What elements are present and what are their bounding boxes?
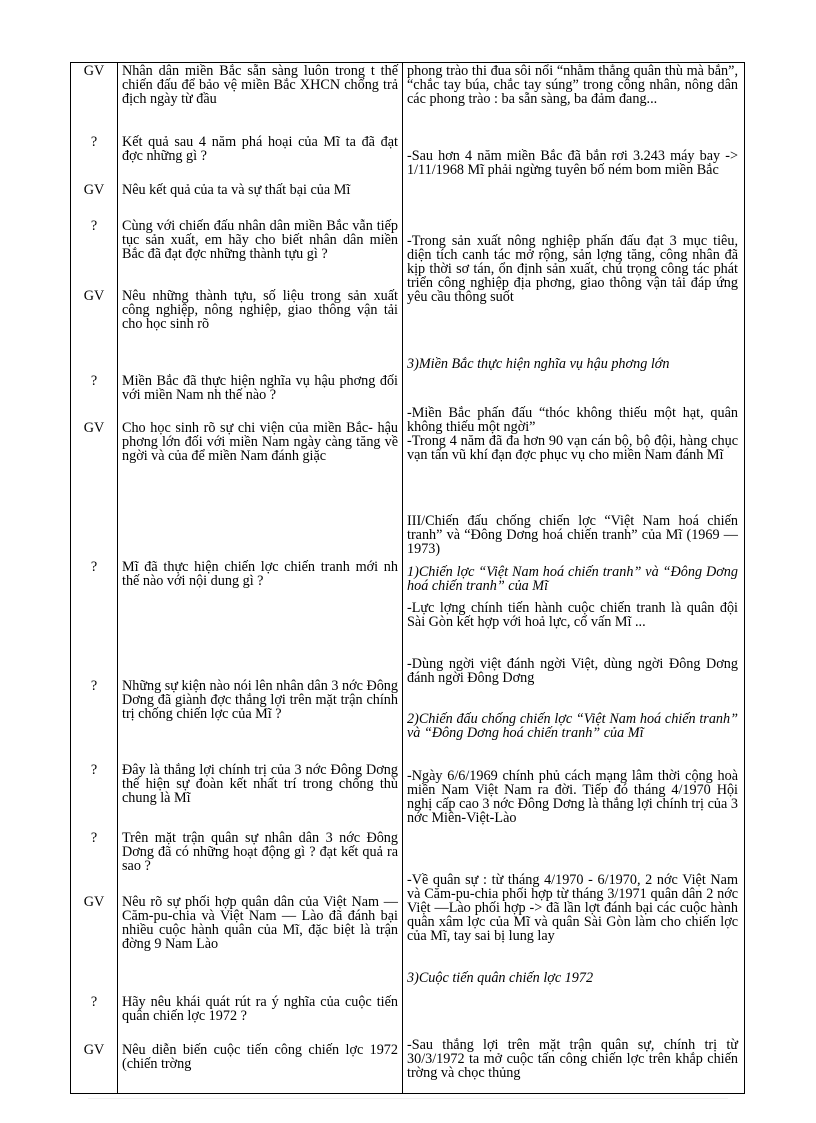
question-column [118,63,403,1094]
question-text: Mĩ đã thực hiện chiến lợc chiến tranh mới nh thế nào với nội dung gì ? [122,559,398,589]
content-paragraph: -Dùng ngời việt đánh ngời Việt, dùng ngời Đông Dơng đánh ngời Đông Dơng [407,656,738,686]
role-label: ? [90,134,98,150]
role-label: GV [83,63,105,79]
question-text: Những sự kiện nào nói lên nhân dân 3 nớc Đông Dơng đã giành đợc thắng lợi trên mặt trận chính trị chống chiến lợc của Mĩ ? [122,678,398,722]
role-label: GV [83,182,105,198]
content-paragraph: -Miền Bắc phấn đấu “thóc không thiếu một hạt, quân không thiếu một ngời” [407,405,738,435]
question-text: Đây là thắng lợi chính trị của 3 nớc Đông Dơng thể hiện sự đoàn kết nhất trí trong chống thù chung là Mĩ [122,762,398,806]
role-column [71,63,118,1094]
content-paragraph: -Về quân sự : từ tháng 4/1970 - 6/1970, 2 nớc Việt Nam và Căm-pu-chia phối hợp từ tháng 3/1971 quân dân 2 nớc Việt —Lào phối hợp -> đã lần lợt đánh bại các cuộc hành quân xâm lợc của Mĩ và quân Sài Gòn làm cho chiến lợc của Mĩ, tay sai bị lung lay [407,872,738,944]
role-label: ? [90,218,98,234]
content-column [403,63,745,1094]
lesson-table [70,62,745,1094]
role-label: ? [90,762,98,778]
question-text: Hãy nêu khái quát rút ra ý nghĩa của cuộc tiến quân chiến lợc 1972 ? [122,994,398,1024]
question-text: Cho học sinh rõ sự chi viện của miền Bắc- hậu phơng lớn đối với miền Nam ngày càng tăng về ngời và của để miền Nam đánh giặc [122,420,398,464]
role-label: ? [90,678,98,694]
section-heading: 3)Cuộc tiến quân chiến lợc 1972 [407,970,594,986]
page-footer-divider [88,1098,728,1099]
role-label: ? [90,373,98,389]
table-row [71,63,745,1094]
content-paragraph: -Ngày 6/6/1969 chính phủ cách mạng lâm thời cộng hoà miền Nam Việt Nam ra đời. Tiếp đó tháng 4/1970 Hội nghị cấp cao 3 nớc Đông Dơng là thắng lợi chính trị của 3 nớc Miên-Việt-Lào [407,768,738,826]
question-text: Nêu diễn biến cuộc tiến công chiến lợc 1972 (chiến trờng [122,1042,398,1072]
question-text: Kết quả sau 4 năm phá hoại của Mĩ ta đã đạt đợc những gì ? [122,134,398,164]
section-heading: III/Chiến đấu chống chiến lợc “Việt Nam hoá chiến tranh” và “Đông Dơng hoá chiến tranh” của Mĩ (1969 — 1973) [407,513,738,557]
role-label: GV [83,288,105,304]
role-label: ? [90,559,98,575]
section-heading: 2)Chiến đấu chống chiến lợc “Việt Nam hoá chiến tranh” và “Đông Dơng hoá chiến tranh” của Mĩ [407,711,738,741]
content-paragraph: -Lực lợng chính tiến hành cuộc chiến tranh là quân đội Sài Gòn kết hợp với hoả lực, cố vấn Mĩ ... [407,600,738,630]
question-text: Nêu kết quả của ta và sự thất bại của Mĩ [122,182,351,198]
question-text: Miền Bắc đã thực hiện nghĩa vụ hậu phơng đối với miền Nam nh thế nào ? [122,373,398,403]
question-text: Cùng với chiến đấu nhân dân miền Bắc vẫn tiếp tục sản xuất, em hãy cho biết nhân dân miền Bắc đã đạt đợc những thành tựu gì ? [122,218,398,262]
content-paragraph: -Trong sản xuất nông nghiệp phấn đấu đạt 3 mục tiêu, diện tích canh tác mở rộng, sản lợng tăng, công nhân đã kịp thời sơ tán, ổn định sản xuất, chú trọng công tác phát triển công nghiệp địa phơng, giao thông vận tải đáp ứng yêu cầu thông suốt [407,233,738,305]
content-paragraph: -Sau thắng lợi trên mặt trận quân sự, chính trị từ 30/3/1972 ta mở cuộc tấn công chiến lợc trên khắp chiến trờng và chọc thủng [407,1037,738,1081]
question-text: Nêu rõ sự phối hợp quân dân của Việt Nam — Căm-pu-chia và Việt Nam — Lào đã đánh bại nhiều cuộc hành quân của Mĩ, đặc biệt là trận đờng 9 Nam Lào [122,894,398,952]
role-label: ? [90,994,98,1010]
role-label: GV [83,1042,105,1058]
question-text: Nhân dân miền Bắc sẵn sàng luôn trong t thế chiến đấu để bảo vệ miền Bắc XHCN chống trả địch ngày từ đầu [122,63,398,107]
section-heading: 1)Chiến lợc “Việt Nam hoá chiến tranh” và “Đông Dơng hoá chiến tranh” của Mĩ [407,564,738,594]
role-label: ? [90,830,98,846]
section-heading: 3)Miền Bắc thực hiện nghĩa vụ hậu phơng lớn [407,356,670,372]
question-text: Trên mặt trận quân sự nhân dân 3 nớc Đông Dơng đã có những hoạt động gì ? đạt kết quả ra sao ? [122,830,398,874]
role-label: GV [83,420,105,436]
content-paragraph: -Sau hơn 4 năm miền Bắc đã bắn rơi 3.243 máy bay -> 1/11/1968 Mĩ phải ngừng tuyên bố ném bom miền Bắc [407,148,738,178]
role-label: GV [83,894,105,910]
question-text: Nêu những thành tựu, số liệu trong sản xuất công nghiệp, nông nghiệp, giao thông vận tải cho học sinh rõ [122,288,398,332]
content-paragraph: -Trong 4 năm đã đa hơn 90 vạn cán bộ, bộ đội, hàng chục vạn tấn vũ khí đạn đợc phục vụ cho miền Nam đánh Mĩ [407,433,738,463]
content-paragraph: phong trào thi đua sôi nổi “nhằm thẳng quân thù mà bắn”, “chắc tay búa, chắc tay súng” trong công nhân, nông dân các phong trào : ba sẵn sàng, ba đảm đang... [407,63,738,107]
